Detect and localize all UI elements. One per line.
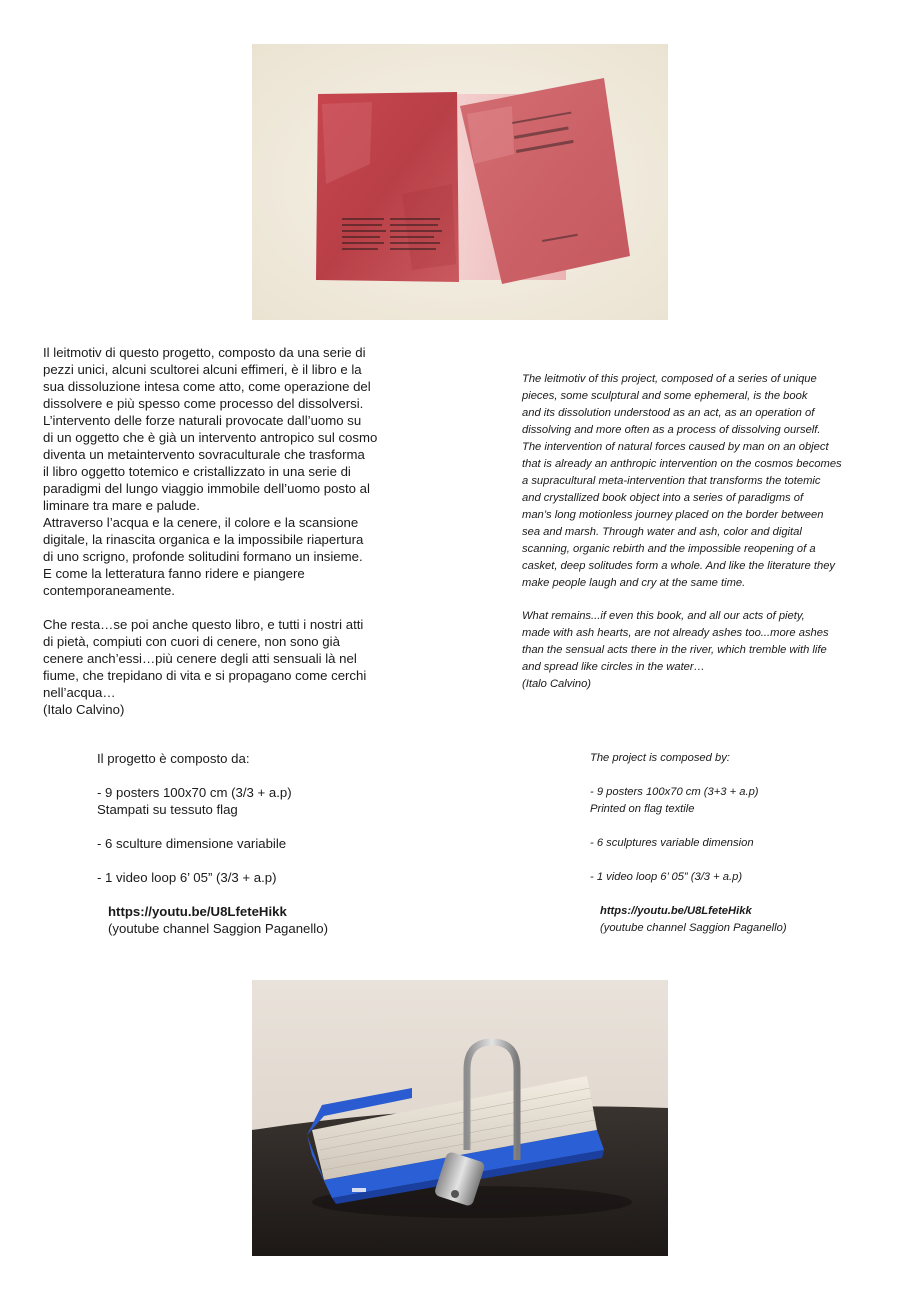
composition-heading: Il progetto è composto da: bbox=[97, 751, 250, 766]
red-dissolved-book-photo bbox=[252, 44, 668, 320]
youtube-link[interactable]: https://youtu.be/U8LfeteHikk bbox=[108, 904, 287, 919]
youtube-channel: (youtube channel Saggion Paganello) bbox=[600, 922, 787, 934]
blue-book-padlock-photo bbox=[252, 980, 668, 1256]
english-description: The leitmotiv of this project, composed of a series of unique pieces, some sculptural and some ephemeral, is the book and its dissolution understood as an act, as an operation of dissolving and more often as a process of dissolving ourself. The intervention of natural forces caused by man on an object that is already an anthropic intervention on the cosmos becomes a supracultural meta-intervention that transforms the totemic and crystallized book object into a series of paradigms of man’s long motionless journey placed on the border between sea and marsh. Through water and ash, color and digital scanning, organic rebirth and the impossible reopening of a casket, deep solitudes form a whole. And like the literature they make people laugh and cry at the same time. bbox=[522, 373, 842, 589]
composition-heading: The project is composed by: bbox=[590, 752, 730, 764]
composition-item-posters: - 9 posters 100x70 cm (3+3 + a.p) Printed on flag textile bbox=[590, 786, 759, 815]
english-quote: What remains...if even this book, and all our acts of piety, made with ash hearts, are not already ashes too...more ashes than the sensual acts there in the river, which tremble with life and spread like circles in the water… (Italo Calvino) bbox=[522, 610, 829, 690]
composition-italian bbox=[97, 750, 427, 937]
composition-item-posters: - 9 posters 100x70 cm (3/3 + a.p) Stampati su tessuto flag bbox=[97, 785, 292, 817]
composition-item-video: - 1 video loop 6’ 05” (3/3 + a.p) bbox=[97, 870, 277, 885]
composition-item-sculptures: - 6 sculture dimensione variabile bbox=[97, 836, 287, 851]
composition-item-sculptures: - 6 sculptures variable dimension bbox=[590, 837, 754, 849]
youtube-channel: (youtube channel Saggion Paganello) bbox=[108, 921, 328, 936]
youtube-link[interactable]: https://youtu.be/U8LfeteHikk bbox=[600, 905, 752, 917]
composition-english bbox=[590, 750, 890, 937]
italian-quote: Che resta…se poi anche questo libro, e tutti i nostri atti di pietà, compiuti con cuori di cenere, non sono già cenere anch’essi…più cenere degli atti sensuali là nel fiume, che trepidano di vita e si propagano come cerchi nell’acqua… (Italo Calvino) bbox=[43, 617, 367, 717]
composition-item-video: - 1 video loop 6’ 05” (3/3 + a.p) bbox=[590, 871, 743, 883]
italian-description: Il leitmotiv di questo progetto, composto da una serie di pezzi unici, alcuni scultorei alcuni effimeri, è il libro e la sua dissoluzione intesa come atto, come operazione del dissolvere e più spesso come processo del dissolversi. L’intervento delle forze naturali provocate dall’uomo su di un oggetto che è già un intervento antropico sul cosmo diventa un metaintervento sovraculturale che trasforma il libro oggetto totemico e cristallizzato in una serie di paradigmi del lungo viaggio immobile dell’uomo posto al liminare tra mare e palude. Attraverso l’acqua e la cenere, il colore e la scansione digitale, la rinascita organica e la impossibile riapertura di uno scrigno, profonde solitudini formano un insieme. E come la letteratura fanno ridere e piangere contemporaneamente. bbox=[43, 345, 378, 598]
